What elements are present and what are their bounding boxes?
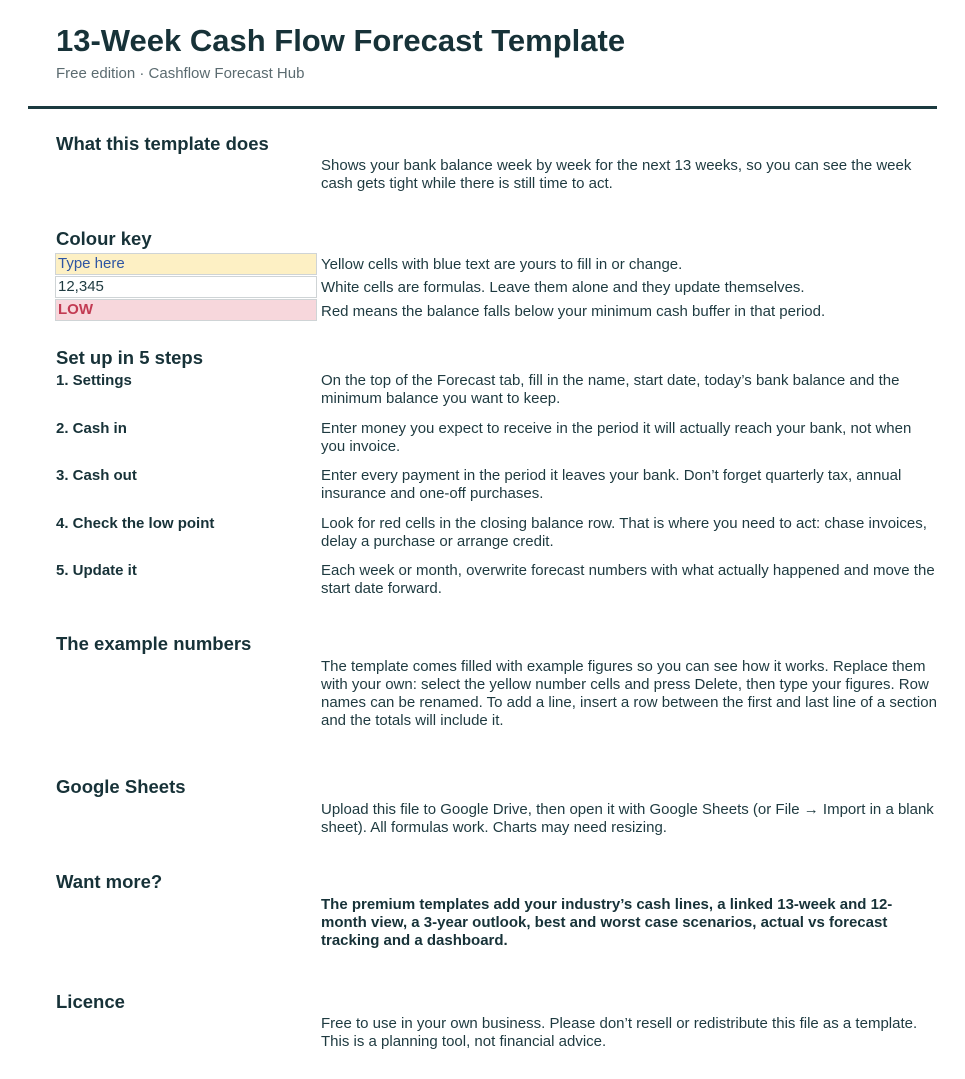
step-text: Enter money you expect to receive in the period it will actually reach your bank, not when you invoice. (321, 420, 912, 455)
step-text: Look for red cells in the closing balance row. That is where you need to act: chase invoices, delay a purchase or arrange credit. (321, 515, 927, 550)
want-more-text: The premium templates add your industry’s cash lines, a linked 13-week and 12-month view, a 3-year outlook, best and worst case scenarios, actual vs forecast tracking and a dashboard. (321, 896, 893, 949)
step-label: 4. Check the low point (56, 515, 215, 532)
step-label: 1. Settings (56, 372, 132, 389)
low-cell-description: Red means the balance falls below your minimum cash buffer in that period. (321, 303, 826, 320)
step-label: 5. Update it (56, 562, 137, 579)
example-text: The template comes filled with example figures so you can see how it works. Replace them with your own: select the yellow number cells and press Delete, then type your figures. Row names can be renamed. To add a line, insert a row between the first and last line of a section and the totals will include it. (321, 658, 937, 729)
input-cell-description: Yellow cells with blue text are yours to fill in or change. (321, 256, 683, 273)
formula-cell-sample: 12,345 (55, 276, 317, 298)
step-text: Each week or month, overwrite forecast numbers with what actually happened and move the start date forward. (321, 562, 935, 597)
input-cell-sample: Type here (55, 253, 317, 275)
steps-heading: Set up in 5 steps (56, 347, 204, 368)
page-subtitle: Free edition · Cashflow Forecast Hub (56, 65, 305, 82)
step-label: 2. Cash in (56, 420, 127, 437)
step-text: On the top of the Forecast tab, fill in the name, start date, today’s bank balance and the minimum balance you want to keep. (321, 372, 900, 407)
colour-key-heading: Colour key (56, 228, 152, 249)
step-text: Enter every payment in the period it leaves your bank. Don’t forget quarterly tax, annual insurance and one-off purchases. (321, 467, 902, 502)
header-divider (28, 106, 937, 109)
google-sheets-heading: Google Sheets (56, 776, 186, 797)
google-sheets-text: Upload this file to Google Drive, then open it with Google Sheets (or File → Import in a blank sheet). All formulas work. Charts may need resizing. (321, 801, 934, 836)
example-heading: The example numbers (56, 633, 252, 654)
licence-text: Free to use in your own business. Please don’t resell or redistribute this file as a template. This is a planning tool, not financial advice. (321, 1015, 918, 1050)
what-text: Shows your bank balance week by week for the next 13 weeks, so you can see the week cash gets tight while there is still time to act. (321, 157, 912, 192)
licence-heading: Licence (56, 991, 125, 1012)
step-label: 3. Cash out (56, 467, 137, 484)
low-cell-sample: LOW (55, 299, 317, 321)
formula-cell-description: White cells are formulas. Leave them alone and they update themselves. (321, 279, 805, 296)
what-heading: What this template does (56, 133, 269, 154)
page-title: 13-Week Cash Flow Forecast Template (56, 23, 626, 58)
want-more-heading: Want more? (56, 871, 163, 892)
